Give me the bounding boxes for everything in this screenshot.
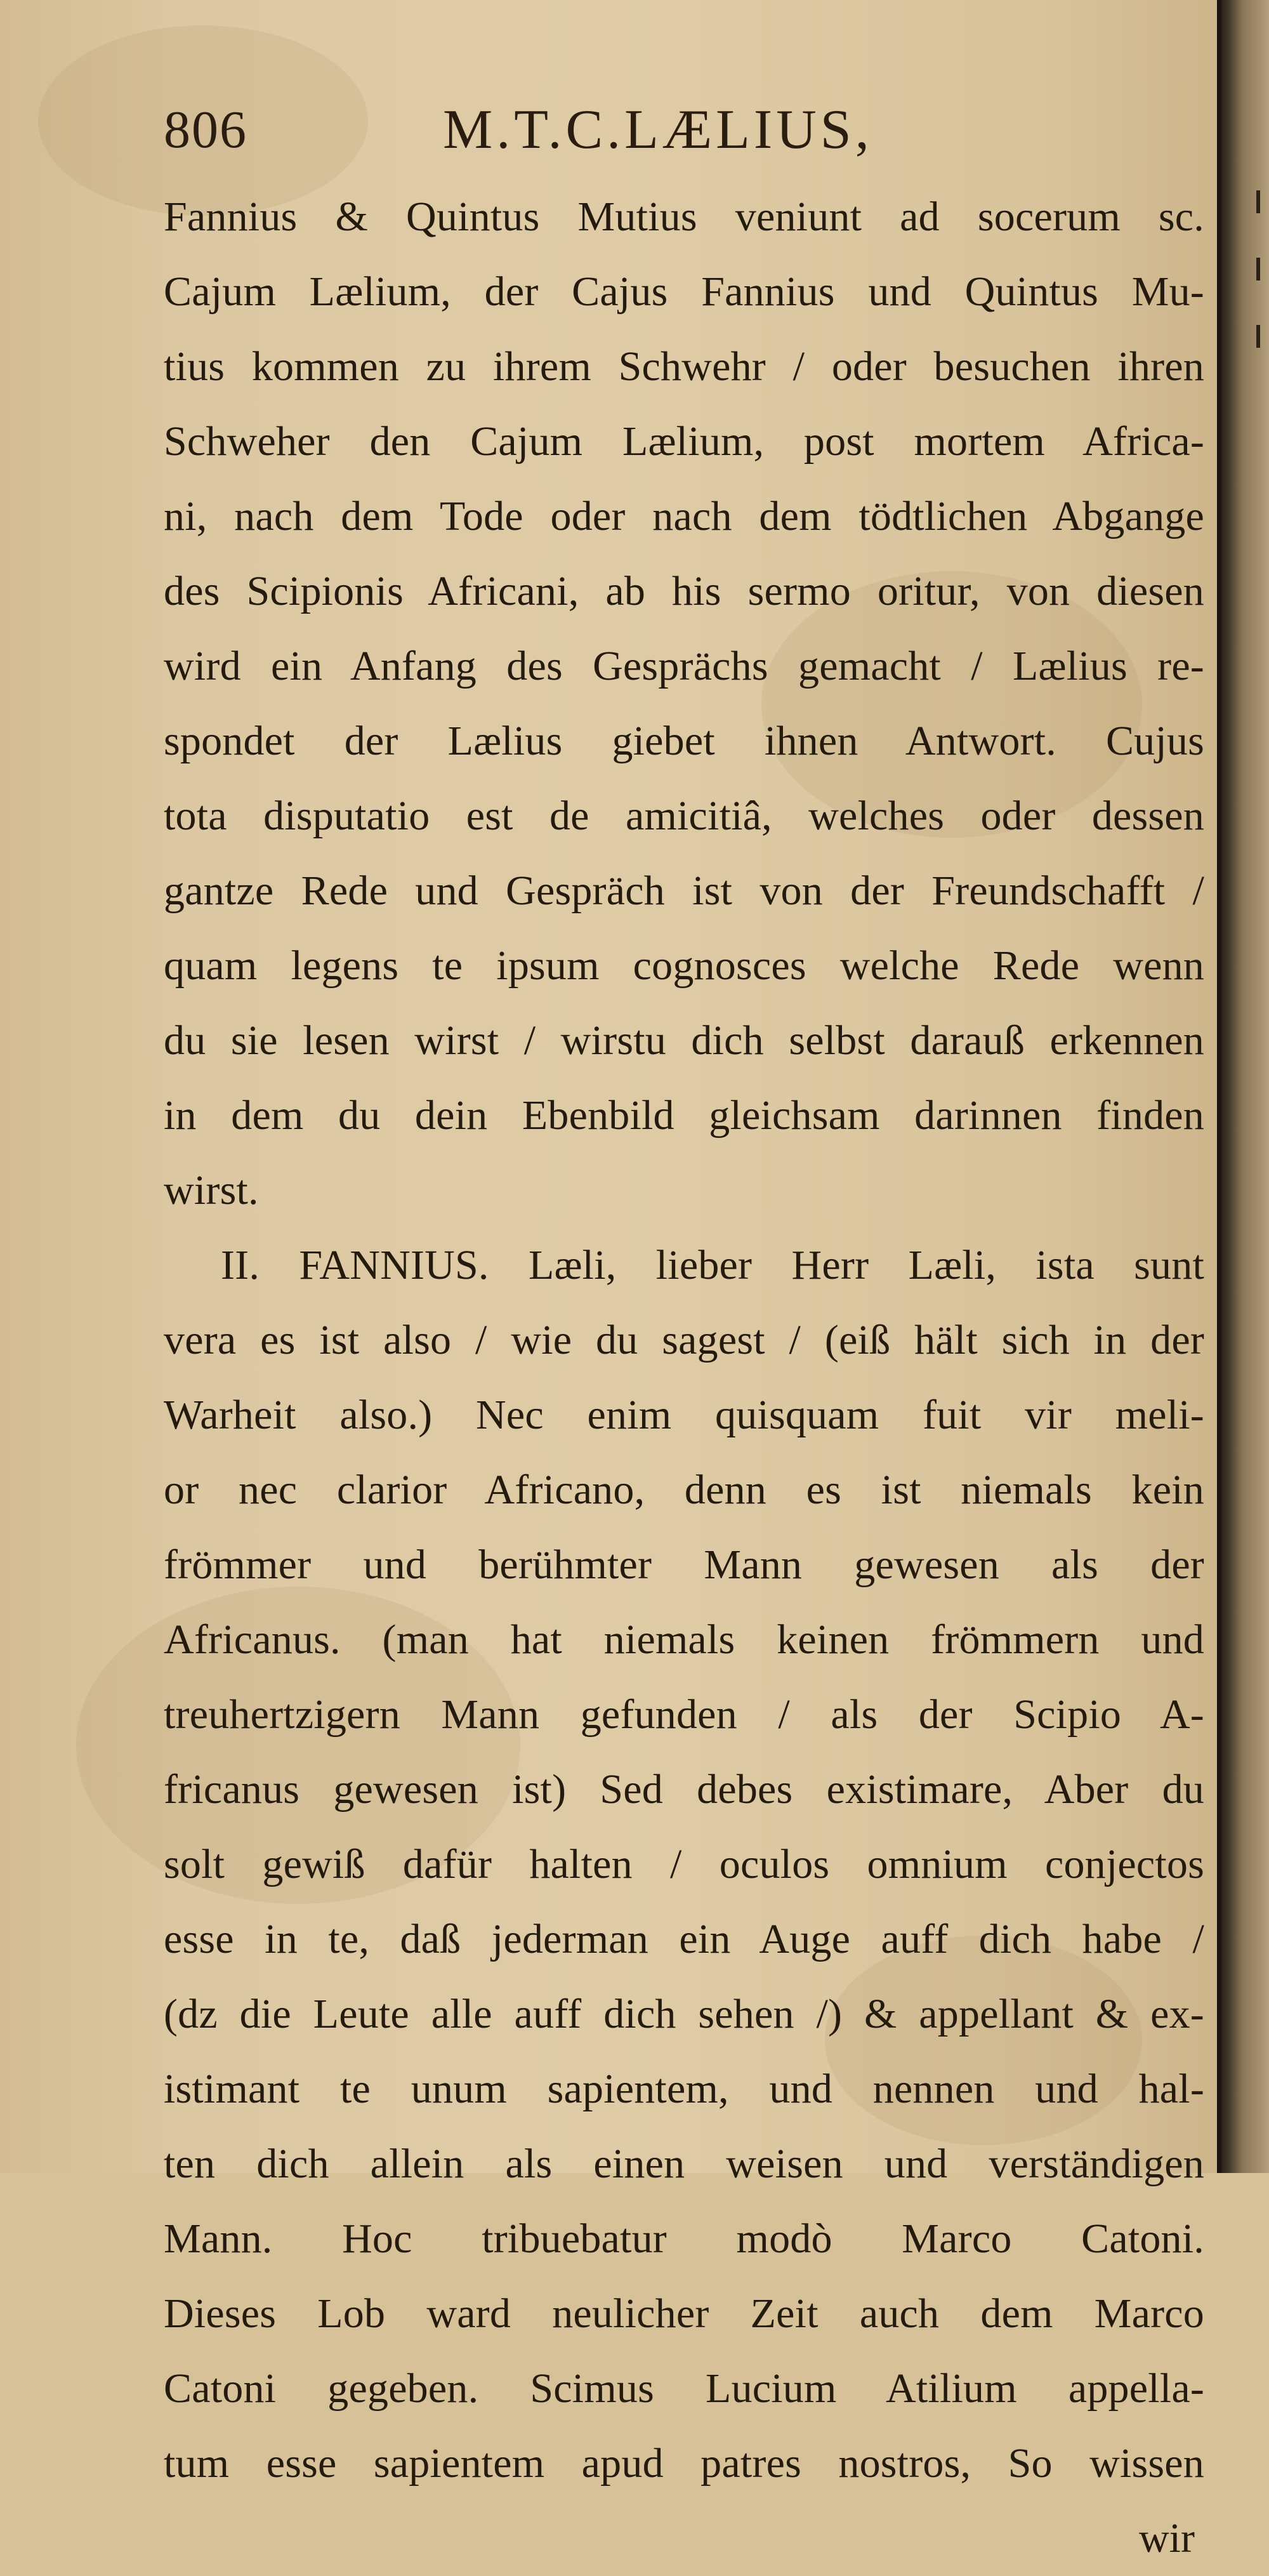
page-number: 806 [164,100,247,159]
text-line: Dieses Lob ward neulicher Zeit auch dem Marco [164,2290,1204,2337]
catchword: wir [1139,2515,1195,2561]
text-line: or nec clarior Africano, denn es ist niemals kein [164,1467,1204,1513]
ink-mark [1256,325,1260,348]
text-line: ni, nach dem Tode oder nach dem tödtlichen Abgange [164,493,1204,539]
text-line: wirst. [164,1167,259,1213]
page-header [164,95,1192,165]
text-line: Catoni gegeben. Scimus Lucium Atilium appella- [164,2365,1204,2412]
text-line: Africanus. (man hat niemals keinen frömmern und [164,1616,1204,1663]
text-line: ten dich allein als einen weisen und verständigen [164,2141,1204,2187]
text-line: fricanus gewesen ist) Sed debes existimare, Aber du [164,1766,1204,1813]
text-line: esse in te, daß jederman ein Auge auff dich habe / [164,1916,1204,1962]
text-line: (dz die Leute alle auff dich sehen /) & appellant & ex- [164,1991,1204,2037]
running-head: M.T.C.LÆLIUS, [443,99,873,161]
text-body [164,180,1204,2576]
text-line: Schweher den Cajum Lælium, post mortem Africa- [164,418,1204,465]
text-line: vera es ist also / wie du sagest / (eiß hält sich in der [164,1317,1204,1363]
text-line: gantze Rede und Gespräch ist von der Freundschafft / [164,868,1204,914]
facing-page-marks [1256,190,1264,355]
text-line: tius kommen zu ihrem Schwehr / oder besuchen ihren [164,343,1204,390]
section-start-line: II. FANNIUS. Læli, lieber Herr Læli, ista sunt [221,1242,1204,1288]
text-line: Cajum Lælium, der Cajus Fannius und Quintus Mu- [164,268,1204,315]
text-line: quam legens te ipsum cognosces welche Rede wenn [164,942,1204,989]
text-line: tum esse sapientem apud patres nostros, So wissen [164,2440,1204,2487]
text-line: des Scipionis Africani, ab his sermo oritur, von diesen [164,568,1204,614]
text-line: du sie lesen wirst / wirstu dich selbst darauß erkennen [164,1017,1204,1064]
text-line: Fannius & Quintus Mutius veniunt ad socerum sc. [164,194,1204,240]
text-line: istimant te unum sapientem, und nennen und hal- [164,2066,1204,2112]
text-line: Mann. Hoc tribuebatur modò Marco Catoni. [164,2216,1204,2262]
text-line: Warheit also.) Nec enim quisquam fuit vir meli- [164,1392,1204,1438]
text-line: solt gewiß dafür halten / oculos omnium conjectos [164,1841,1204,1887]
ink-mark [1256,258,1260,281]
text-line: frömmer und berühmter Mann gewesen als der [164,1542,1204,1588]
text-line: in dem du dein Ebenbild gleichsam darinnen finden [164,1092,1204,1139]
ink-mark [1256,190,1260,213]
text-line: wird ein Anfang des Gesprächs gemacht / Lælius re- [164,643,1204,689]
text-line: tota disputatio est de amicitiâ, welches oder dessen [164,793,1204,839]
text-line: spondet der Lælius giebet ihnen Antwort. Cujus [164,718,1204,764]
text-line: treuhertzigern Mann gefunden / als der Scipio A- [164,1691,1204,1738]
